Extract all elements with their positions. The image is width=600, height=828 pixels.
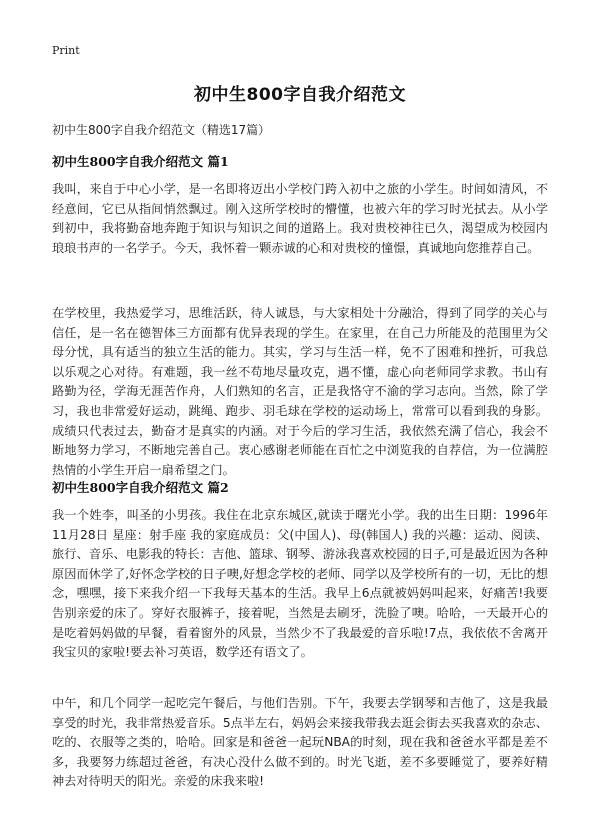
page-title: 初中生800字自我介绍范文 xyxy=(194,85,406,105)
document-subtitle: 初中生800字自我介绍范文（精选17篇） xyxy=(52,123,271,137)
section-1-paragraph-2: 在学校里，我热爱学习，思维活跃，待人诚恳，与大家相处十分融洽，得到了同学的关心与信任，是一名在德智体三方面都有优异表现的学生。在家里，在自己力所能及的范围里为父母分忧，具有适当的独立生活的能力。其实，学习与生活一样，免不了困难和挫折，可我总以乐观之心对待。有难题，我一丝不苟地尽量攻克，遇不懂，虚心向老师同学求教。书山有路勤为径，学海无涯苦作舟，人们熟知的名言，正是我恪守不渝的学习志向。当然，除了学习，我也非常爱好运动，跳绳、跑步、羽毛球在学校的运动场上，常常可以看到我的身影。成绩只代表过去，勤奋才是真实的内涵。对于今后的学习生活，我依然充满了信心，我会不断地努力学习，不断地完善自己。衷心感谢老师能在百忙之中浏览我的自荐信，为一位满腔热情的小学生开启一扇希望之门。 xyxy=(52,306,548,477)
section-2-paragraph-1: 我一个姓李，叫圣的小男孩。我住在北京东城区,就读于曙光小学。我的出生日期：1996年11月28日 星座：射手座 我的家庭成员：父(中国人)、母(韩国人) 我的兴趣：运动、阅读、旅行、音乐、电影我的特长：吉他、篮球、钢琴、游泳我喜欢校园的日子,可是最近因为各种原因而休学了,好怀念学校的日子噢,好想念学校的老师、同学以及学校所有的一切，无比的想念，嘿嘿，接下来我介绍一下我每天基本的生活。我早上6点就被妈妈叫起来，好痛苦!我要告别亲爱的床了。穿好衣服裤子，接着呢，当然是去刷牙，洗脸了噢。哈哈，一天最开心的是吃着妈妈做的早餐，看着窗外的风景，当然少不了我最爱的音乐啦!7点，我依依不舍离开我宝贝的家啦!要去补习英语，数学还有语文了。 xyxy=(52,508,548,660)
section-heading-1: 初中生800字自我介绍范文 篇1 xyxy=(52,154,229,169)
print-link[interactable]: Print xyxy=(52,44,80,57)
section-2-paragraph-2: 中午，和几个同学一起吃完午餐后，与他们告别。下午，我要去学钢琴和吉他了，这是我最享受的时光，我非常热爱音乐。5点半左右，妈妈会来接我带我去逛会街去买我喜欢的杂志、吃的、衣服等之类的，哈哈。回家是和爸爸一起玩NBA的时刻，现在我和爸爸水平都是差不多，我要努力练超过爸爸，有决心没什么做不到的。时光飞逝，差不多要睡觉了，要养好精神去对待明天的阳光。亲爱的床我来啦! xyxy=(52,696,548,789)
section-heading-2: 初中生800字自我介绍范文 篇2 xyxy=(52,480,229,495)
section-1-paragraph-1: 我叫，来自于中心小学，是一名即将迈出小学校门跨入初中之旅的小学生。时间如清风，不经意间，它已从指间悄然飘过。刚入这所学校时的懵懂，也被六年的学习时光拭去。从小学到初中，我将勤奋地奔跑于知识与知识之间的道路上。我对贵校神往已久，渴望成为校园内琅琅书声的一名学子。今天，我怀着一颗赤诚的心和对贵校的憧憬，真诚地向您推荐自己。 xyxy=(52,182,548,255)
